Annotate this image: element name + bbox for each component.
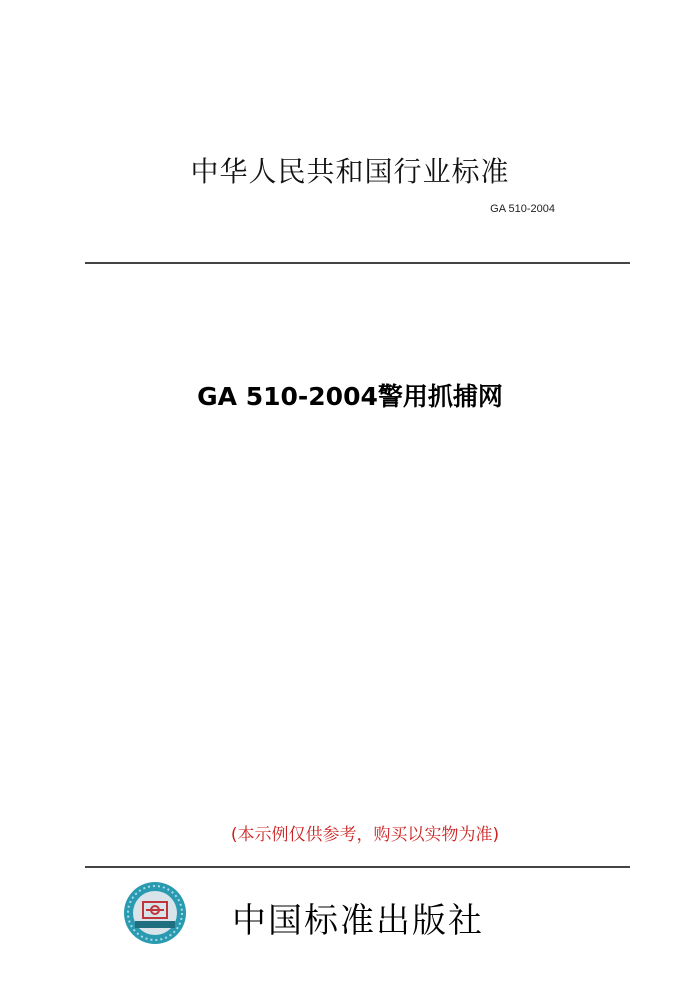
- document-title: GA 510-2004警用抓捕网: [197, 382, 503, 411]
- disclaimer-text: (本示例仅供参考，购买以实物为准): [230, 825, 500, 845]
- standard-code: GA 510-2004: [490, 203, 555, 215]
- publisher-name: 中国标准出版社: [232, 901, 484, 941]
- seal-banner: [135, 921, 175, 928]
- bottom-divider: [85, 866, 630, 868]
- header-title: 中华人民共和国行业标准: [190, 155, 510, 188]
- anti-counterfeit-seal-icon: [122, 880, 188, 946]
- top-divider: [85, 262, 630, 264]
